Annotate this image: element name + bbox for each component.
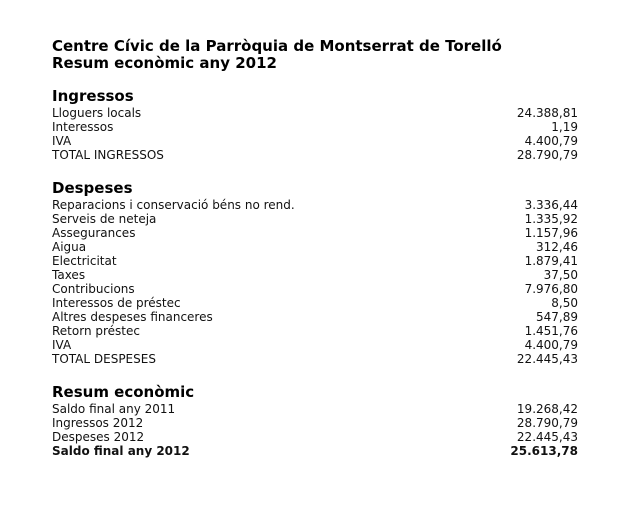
row-value: 312,46 (536, 240, 578, 254)
row-value: 3.336,44 (524, 198, 578, 212)
ledger-row (52, 268, 578, 282)
row-label: Saldo final any 2012 (52, 444, 190, 458)
section-heading: Resum econòmic (52, 383, 195, 401)
dot-leader (141, 282, 518, 296)
ledger-row (52, 106, 578, 120)
row-label: TOTAL INGRESSOS (52, 148, 164, 162)
ledger-row (52, 402, 578, 416)
dot-leader (187, 296, 545, 310)
ledger-row (52, 444, 578, 458)
row-value: 22.445,43 (516, 430, 578, 444)
row-value: 19.268,42 (516, 402, 578, 416)
row-label: Serveis de neteja (52, 212, 157, 226)
dot-leader (92, 240, 529, 254)
ledger-row (52, 226, 578, 240)
row-value: 24.388,81 (516, 106, 578, 120)
row-value: 37,50 (543, 268, 578, 282)
dot-leader (147, 106, 510, 120)
row-label: IVA (52, 134, 72, 148)
dot-leader (146, 324, 518, 338)
section-heading: Ingressos (52, 87, 134, 105)
row-value: 28.790,79 (516, 148, 578, 162)
section-heading: Despeses (52, 179, 133, 197)
ledger-row (52, 310, 578, 324)
row-value: 4.400,79 (524, 338, 578, 352)
row-label: Retorn préstec (52, 324, 140, 338)
row-label: Reparacions i conservació béns no rend. (52, 198, 295, 212)
dot-leader (219, 310, 529, 324)
row-value: 1.451,76 (524, 324, 578, 338)
section-despeses (52, 179, 578, 366)
row-value: 25.613,78 (510, 444, 578, 458)
row-value: 22.445,43 (516, 352, 578, 366)
section-resum-economic (52, 383, 578, 458)
row-value: 1.157,96 (524, 226, 578, 240)
row-label: Assegurances (52, 226, 136, 240)
ledger-row (52, 120, 578, 134)
dot-leader (301, 198, 518, 212)
row-label: Interessos de préstec (52, 296, 181, 310)
row-label: Taxes (52, 268, 86, 282)
ledger-row (52, 148, 578, 162)
row-label: IVA (52, 338, 72, 352)
document-title-line2: Resum econòmic any 2012 (52, 54, 277, 72)
row-label: Saldo final any 2011 (52, 402, 176, 416)
dot-leader (162, 212, 517, 226)
dot-leader (150, 430, 510, 444)
row-label: Aigua (52, 240, 87, 254)
dot-leader (91, 268, 537, 282)
ledger-row (52, 212, 578, 226)
dot-leader (123, 254, 518, 268)
row-value: 1.879,41 (524, 254, 578, 268)
ledger-row (52, 296, 578, 310)
row-label: Contribucions (52, 282, 135, 296)
row-label: Despeses 2012 (52, 430, 145, 444)
ledger-row (52, 240, 578, 254)
dot-leader (77, 134, 517, 148)
row-value: 1,19 (551, 120, 578, 134)
ledger-row (52, 338, 578, 352)
row-label: TOTAL DESPESES (52, 352, 156, 366)
dot-leader (149, 416, 510, 430)
ledger-row (52, 254, 578, 268)
dot-leader (141, 226, 517, 240)
ledger-row (52, 198, 578, 212)
document-title-line1: Centre Cívic de la Parròquia de Montserrat de Torelló (52, 37, 502, 55)
row-value: 1.335,92 (524, 212, 578, 226)
row-value: 7.976,80 (524, 282, 578, 296)
row-label: Ingressos 2012 (52, 416, 144, 430)
dot-leader (162, 352, 510, 366)
row-label: Lloguers locals (52, 106, 142, 120)
dot-leader (119, 120, 544, 134)
row-value: 4.400,79 (524, 134, 578, 148)
ledger-row (52, 352, 578, 366)
dot-leader (77, 338, 517, 352)
dot-leader (181, 402, 510, 416)
ledger-row (52, 282, 578, 296)
ledger-row (52, 134, 578, 148)
section-ingressos (52, 87, 578, 162)
ledger-row (52, 416, 578, 430)
row-value: 8,50 (551, 296, 578, 310)
row-value: 28.790,79 (516, 416, 578, 430)
ledger-row (52, 430, 578, 444)
ledger-row (52, 324, 578, 338)
row-label: Electricitat (52, 254, 117, 268)
dot-leader (170, 148, 510, 162)
row-label: Altres despeses financeres (52, 310, 213, 324)
row-value: 547,89 (536, 310, 578, 324)
row-label: Interessos (52, 120, 114, 134)
dot-leader (196, 444, 504, 458)
sections-container (52, 87, 578, 458)
